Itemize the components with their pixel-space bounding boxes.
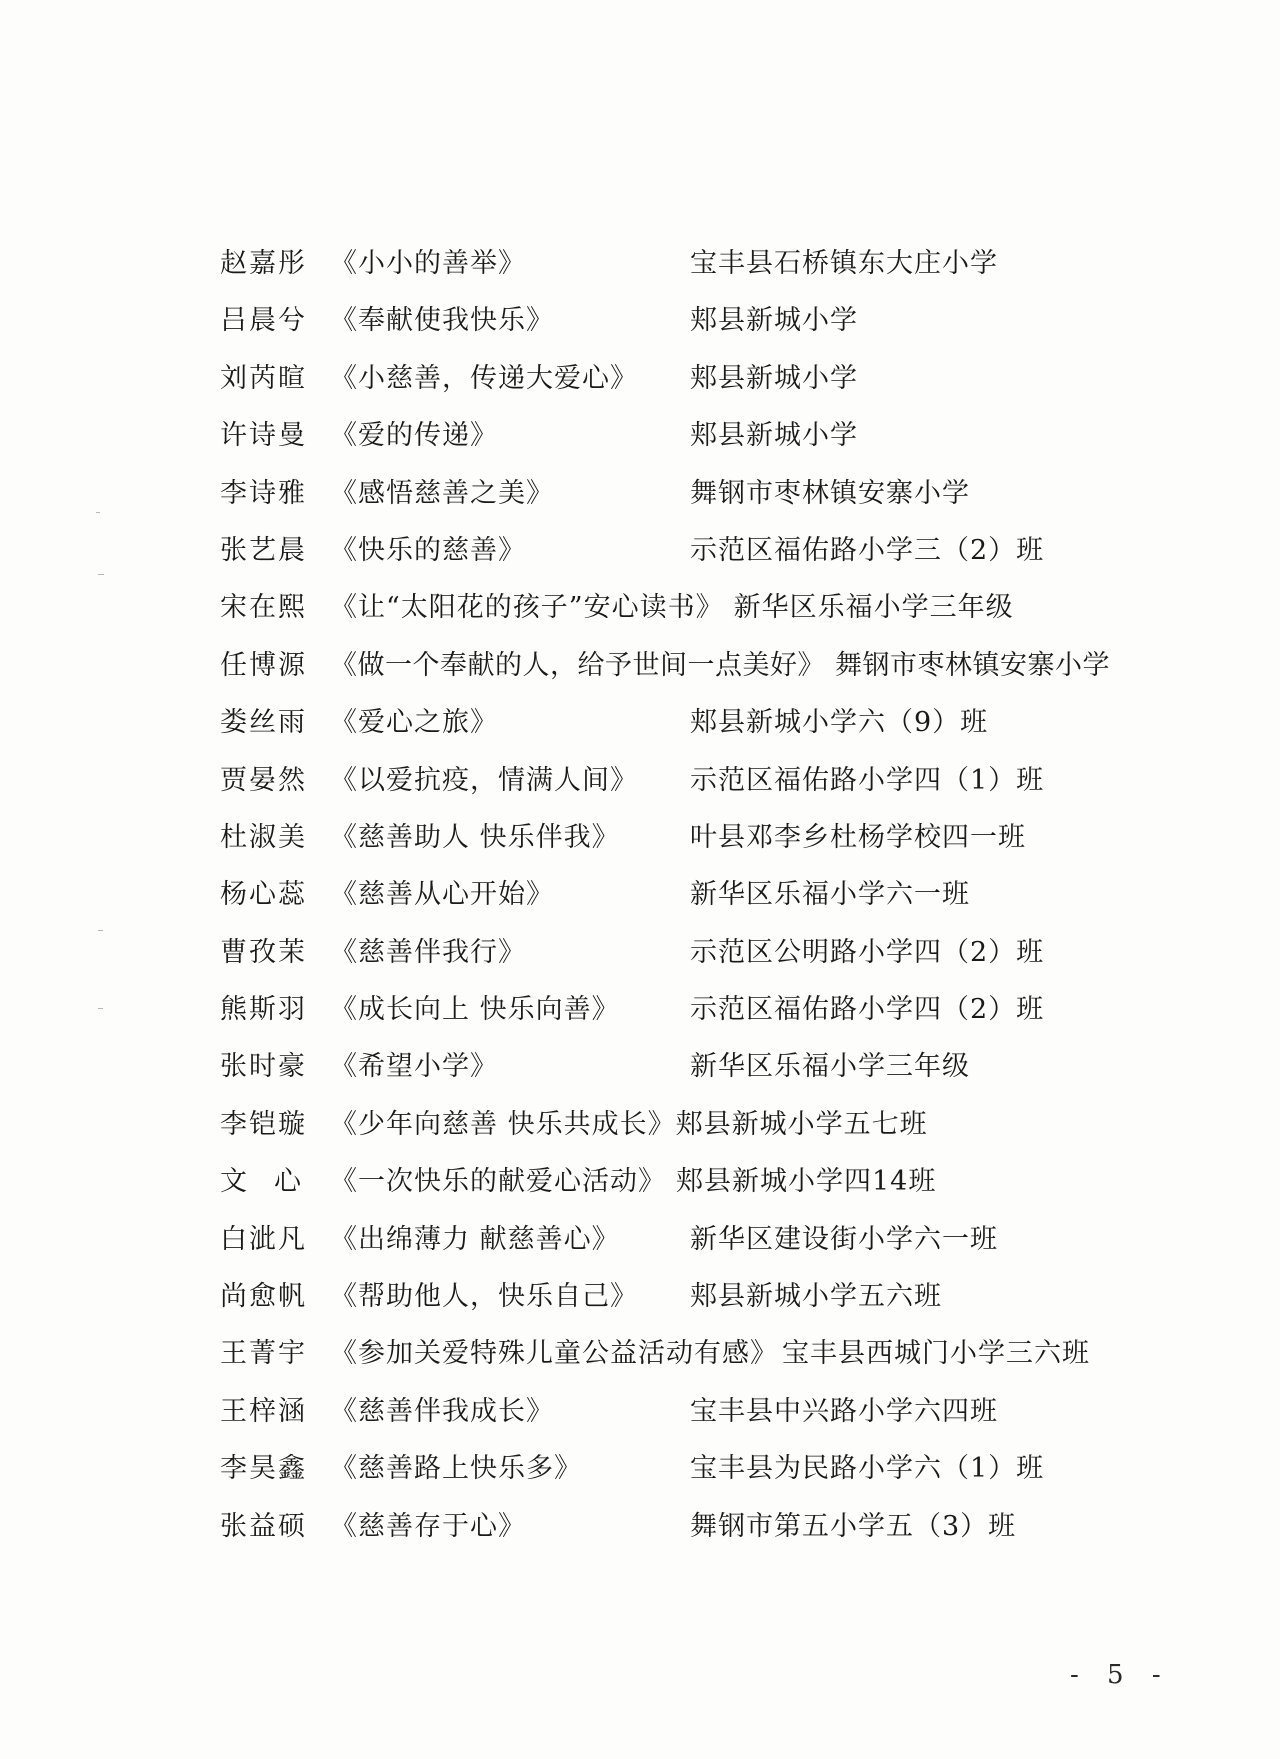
essay-title: 《慈善助人 快乐伴我》 xyxy=(330,821,620,853)
list-item xyxy=(220,292,1220,349)
list-item xyxy=(220,350,1220,407)
essay-title: 《慈善伴我成长》 xyxy=(330,1395,554,1427)
school-name: 郏县新城小学 xyxy=(690,362,858,394)
list-item xyxy=(220,235,1220,292)
student-name: 张时豪 xyxy=(220,1051,307,1083)
essay-title: 《少年向慈善 快乐共成长》 xyxy=(330,1108,676,1140)
school-name: 郏县新城小学五七班 xyxy=(675,1108,928,1140)
list-item xyxy=(220,1325,1220,1382)
scan-speck xyxy=(96,512,100,513)
essay-title: 《慈善存于心》 xyxy=(330,1510,526,1542)
student-name: 熊斯羽 xyxy=(220,994,307,1026)
essay-title: 《小小的善举》 xyxy=(330,248,526,279)
list-item xyxy=(220,1498,1220,1555)
essay-title: 《慈善路上快乐多》 xyxy=(330,1453,582,1485)
student-name: 白泚凡 xyxy=(220,1223,307,1255)
student-name: 尚愈帆 xyxy=(220,1281,307,1313)
school-name: 舞钢市第五小学五（3）班 xyxy=(690,1510,1017,1542)
title-school-inline xyxy=(330,1325,1090,1382)
student-name: 王梓涵 xyxy=(220,1395,307,1427)
student-name xyxy=(220,1153,303,1210)
list-item xyxy=(220,579,1220,636)
list-item xyxy=(220,1383,1220,1440)
student-name: 李铠璇 xyxy=(220,1108,307,1140)
essay-title: 《做一个奉献的人，给予世间一点美好》 xyxy=(330,649,825,681)
school-name: 郏县新城小学 xyxy=(690,420,858,452)
student-name: 娄丝雨 xyxy=(220,707,307,739)
school-name: 宝丰县中兴路小学六四班 xyxy=(690,1395,998,1427)
student-name: 杨心蕊 xyxy=(220,879,307,911)
school-name: 新华区乐福小学三年级 xyxy=(690,1051,970,1083)
title-school-inline xyxy=(330,579,1014,636)
list-item xyxy=(220,1440,1220,1497)
list-item xyxy=(220,866,1220,923)
school-name: 示范区福佑路小学四（2）班 xyxy=(690,994,1045,1026)
list-item xyxy=(220,1153,1220,1210)
essay-title: 《感悟慈善之美》 xyxy=(330,477,554,509)
list-item xyxy=(220,1268,1220,1325)
list-item xyxy=(220,637,1220,694)
school-name: 郏县新城小学五六班 xyxy=(690,1281,942,1313)
essay-title: 《一次快乐的献爱心活动》 xyxy=(330,1166,666,1198)
school-name: 郏县新城小学六（9）班 xyxy=(690,707,989,739)
student-name: 刘芮暄 xyxy=(220,362,307,394)
essay-title: 《希望小学》 xyxy=(330,1051,498,1083)
scan-speck xyxy=(98,930,103,931)
student-name: 任博源 xyxy=(220,649,307,681)
scan-speck xyxy=(98,574,104,575)
student-name: 许诗曼 xyxy=(220,420,307,452)
school-name: 舞钢市枣林镇安寨小学 xyxy=(690,477,970,509)
title-school-inline xyxy=(330,637,1110,694)
student-name: 宋在熙 xyxy=(220,592,307,624)
school-name: 郏县新城小学 xyxy=(690,305,858,337)
list-item xyxy=(220,1038,1220,1095)
title-school-inline xyxy=(330,1096,928,1153)
essay-title: 《参加关爱特殊儿童公益活动有感》 xyxy=(330,1338,778,1370)
essay-title: 《慈善伴我行》 xyxy=(330,936,526,968)
student-name: 贾晏然 xyxy=(220,764,307,796)
list-item xyxy=(220,752,1220,809)
page-number: - 5 - xyxy=(1070,1660,1171,1690)
school-name: 宝丰县西城门小学三六班 xyxy=(782,1338,1090,1370)
school-name: 叶县邓李乡杜杨学校四一班 xyxy=(690,821,1026,853)
list-item xyxy=(220,522,1220,579)
scan-speck xyxy=(98,1008,103,1009)
essay-title: 《出绵薄力 献慈善心》 xyxy=(330,1223,620,1255)
student-name: 杜淑美 xyxy=(220,821,307,853)
list-item xyxy=(220,809,1220,866)
list-item xyxy=(220,407,1220,464)
list-item xyxy=(220,1096,1220,1153)
student-name: 张益硕 xyxy=(220,1510,307,1542)
student-name: 王菁宇 xyxy=(220,1338,307,1370)
awardee-list xyxy=(220,235,1220,1555)
essay-title: 《爱的传递》 xyxy=(330,420,498,452)
school-name: 新华区建设街小学六一班 xyxy=(690,1223,998,1255)
student-name: 赵嘉彤 xyxy=(220,248,307,279)
student-name: 吕晨兮 xyxy=(220,305,307,337)
essay-title: 《让“太阳花的孩子”安心读书》 xyxy=(330,592,724,624)
essay-title: 《快乐的慈善》 xyxy=(330,534,526,566)
student-name-char: 心 xyxy=(274,1166,303,1198)
essay-title: 《爱心之旅》 xyxy=(330,707,498,739)
school-name: 示范区福佑路小学四（1）班 xyxy=(690,764,1045,796)
school-name: 示范区福佑路小学三（2）班 xyxy=(690,534,1045,566)
student-name: 张艺晨 xyxy=(220,534,307,566)
school-name: 郏县新城小学四14班 xyxy=(676,1166,937,1198)
list-item xyxy=(220,465,1220,522)
student-name-char: 文 xyxy=(220,1166,249,1198)
school-name: 新华区乐福小学三年级 xyxy=(733,592,1014,624)
list-item xyxy=(220,981,1220,1038)
student-name: 李诗雅 xyxy=(220,477,307,509)
list-item xyxy=(220,694,1220,751)
essay-title: 《以爱抗疫，情满人间》 xyxy=(330,764,638,796)
student-name: 曹孜茉 xyxy=(220,936,307,968)
school-name: 新华区乐福小学六一班 xyxy=(690,879,970,911)
essay-title: 《成长向上 快乐向善》 xyxy=(330,994,620,1026)
student-name: 李昊鑫 xyxy=(220,1453,307,1485)
essay-title: 《奉献使我快乐》 xyxy=(330,305,554,337)
school-name: 宝丰县石桥镇东大庄小学 xyxy=(690,248,998,279)
school-name: 宝丰县为民路小学六（1）班 xyxy=(690,1453,1045,1485)
list-item xyxy=(220,924,1220,981)
school-name: 舞钢市枣林镇安寨小学 xyxy=(835,649,1110,681)
school-name: 示范区公明路小学四（2）班 xyxy=(690,936,1045,968)
essay-title: 《小慈善，传递大爱心》 xyxy=(330,362,638,394)
list-item xyxy=(220,1211,1220,1268)
essay-title: 《慈善从心开始》 xyxy=(330,879,554,911)
essay-title: 《帮助他人，快乐自己》 xyxy=(330,1281,638,1313)
title-school-inline xyxy=(330,1153,936,1210)
